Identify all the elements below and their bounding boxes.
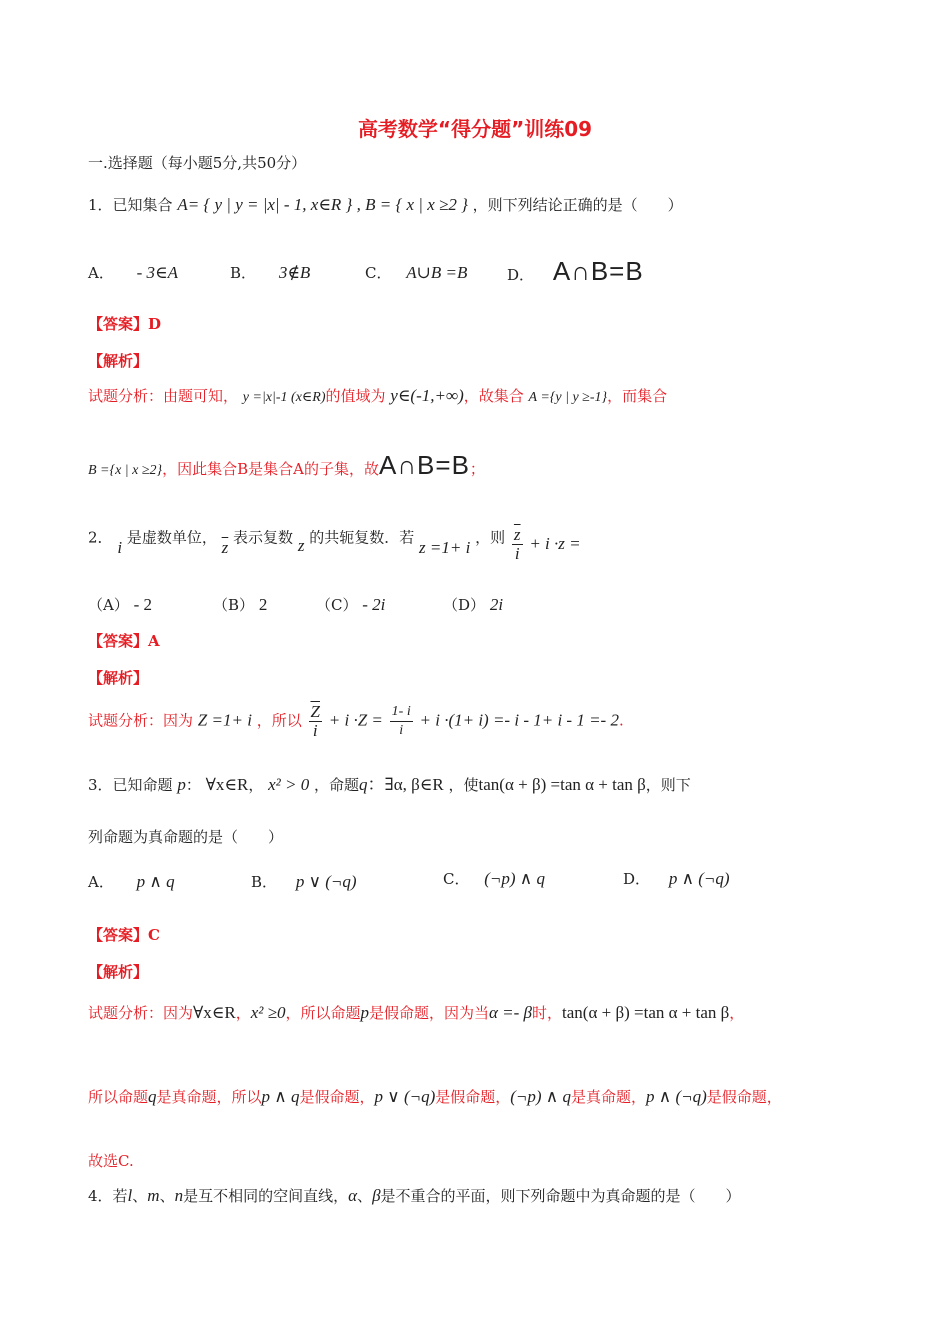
math: tan(α + β) =tan α + tan β — [478, 775, 646, 794]
q1-option-b — [230, 262, 310, 283]
fraction — [390, 703, 413, 740]
text: 试题分析：因为 — [88, 1004, 194, 1022]
question-4-stem — [88, 1185, 741, 1206]
q3-option-d — [623, 868, 730, 889]
question-1-stem — [88, 194, 683, 215]
math: i — [117, 537, 123, 557]
math: z — [297, 535, 305, 555]
option-math: p ∨ (¬q) — [295, 872, 357, 891]
fraction — [309, 703, 322, 740]
math: p — [177, 775, 186, 794]
text: 4．若 — [88, 1187, 128, 1205]
text: ，所以 — [256, 711, 302, 730]
math: q — [148, 1087, 157, 1106]
numerator: 1- i — [390, 703, 413, 722]
q2-option-b — [213, 594, 267, 615]
text: 、 — [132, 1187, 148, 1205]
option-math: (¬p) ∧ q — [484, 869, 546, 888]
math: tan(α + β) =tan α + tan β — [562, 1003, 730, 1022]
option-label: （D） — [443, 596, 486, 614]
section-heading: 一.选择题（每小题5分,共50分） — [88, 154, 307, 172]
math: Z =1+ i — [197, 710, 252, 730]
math: + i ·Z = — [328, 710, 383, 730]
option-label: C． — [443, 870, 470, 888]
option-label: A． — [88, 873, 114, 891]
q3-analysis-tag: 【解析】 — [88, 963, 149, 981]
text: ，命题 — [314, 776, 360, 794]
math: m — [147, 1186, 160, 1205]
denominator: i — [514, 544, 520, 563]
math: x² ≥0 — [250, 1003, 286, 1022]
math: A∩B=B — [379, 450, 470, 480]
option-math: - 2 — [133, 595, 153, 614]
math: + i ·z = — [529, 533, 581, 553]
numerator: $\overline{Z}$ — [310, 702, 320, 721]
q1-option-d — [507, 256, 644, 287]
math: α =- β — [488, 1003, 533, 1022]
text: 是真命题，所以 — [156, 1088, 262, 1106]
text: . — [618, 711, 624, 730]
q3-analysis-line-3: 故选C. — [88, 1152, 134, 1170]
text: 试题分析：由题可知， — [88, 387, 239, 405]
text: 表示复数 — [233, 528, 294, 547]
option-label: D． — [507, 266, 535, 284]
question-3-stem-line-2: 列命题为真命题的是（ ） — [88, 828, 284, 846]
q3-analysis-line-2 — [88, 1086, 782, 1107]
math: x² > 0 — [268, 775, 310, 794]
text: ，所以命题 — [285, 1004, 361, 1022]
q2-analysis-line — [88, 703, 624, 740]
q1-analysis-line-1 — [88, 385, 667, 406]
math: ∀x∈R — [193, 1003, 236, 1022]
option-math: 2 — [258, 595, 268, 614]
q1-prefix: 1．已知集合 — [88, 196, 173, 214]
q1-suffix: ，则下列结论正确的是（ ） — [472, 196, 683, 214]
option-label: （C） — [316, 596, 358, 614]
option-label: （A） — [88, 596, 129, 614]
option-label: D． — [623, 870, 651, 888]
math: q — [359, 775, 368, 794]
math: l — [127, 1186, 133, 1205]
text: 、 — [159, 1187, 175, 1205]
option-math: A∩B=B — [552, 256, 644, 286]
q2-option-a — [88, 594, 152, 615]
q1-answer: 【答案】D — [88, 315, 162, 333]
q2-analysis-tag: 【解析】 — [88, 669, 149, 687]
math: + i ·(1+ i) =- i - 1+ i - 1 =- 2 — [419, 710, 619, 730]
text: 是假命题， — [706, 1088, 782, 1106]
text: ，则 — [475, 528, 506, 547]
text: 3．已知命题 — [88, 776, 173, 794]
math: A ={y | y ≥-1} — [528, 390, 608, 405]
question-3-stem — [88, 770, 691, 795]
text: 的值域为 — [325, 387, 386, 405]
q1-analysis-tag: 【解析】 — [88, 352, 149, 370]
math: z =1+ i — [419, 537, 471, 557]
option-label: （B） — [213, 596, 255, 614]
text: ，因此集合B是集合A的子集，故 — [162, 460, 380, 478]
text: ： — [185, 776, 201, 794]
q2-answer: 【答案】A — [88, 632, 160, 650]
text: 是虚数单位， — [126, 528, 217, 547]
option-label: A． — [88, 264, 114, 282]
text: 是不重合的平面，则下列命题中为真命题的是（ ） — [380, 1187, 741, 1205]
text: 是假命题， — [435, 1088, 511, 1106]
fraction — [512, 526, 523, 563]
text: ， — [235, 1004, 251, 1022]
math: p ∧ q — [261, 1087, 300, 1106]
numerator: $\overline{z}$ — [513, 525, 521, 544]
question-2-stem — [88, 520, 581, 563]
option-math: p ∧ (¬q) — [668, 869, 730, 888]
option-label: C． — [365, 264, 392, 282]
text: 所以命题 — [88, 1088, 149, 1106]
text: ，使 — [448, 776, 479, 794]
text: 时， — [532, 1004, 563, 1022]
math: ∀x∈R — [205, 775, 249, 794]
math: p ∨ (¬q) — [374, 1087, 436, 1106]
option-math: - 2i — [362, 595, 386, 614]
math: p — [360, 1003, 369, 1022]
math: B ={x | x ≥2} — [88, 463, 163, 478]
math: β — [372, 1186, 381, 1205]
option-math: A∪B =B — [406, 263, 468, 282]
text: ，而集合 — [607, 387, 668, 405]
option-math: p ∧ q — [136, 872, 175, 891]
text: 是假命题， — [299, 1088, 375, 1106]
page-title: 高考数学“得分题”训练09 — [357, 117, 593, 141]
text: ，则下 — [645, 776, 691, 794]
q1-option-a — [88, 262, 178, 283]
q2-option-d — [443, 594, 503, 615]
q1-formula: A= { y | y = |x| - 1, x∈R } , B = { x | x ≥2 } — [177, 195, 468, 214]
math: p ∧ (¬q) — [646, 1087, 707, 1106]
math: n — [174, 1186, 184, 1205]
text: ， — [248, 776, 264, 794]
option-math: 3∉B — [278, 263, 311, 282]
q3-option-c — [443, 868, 545, 889]
q3-option-a — [88, 871, 175, 892]
denominator: i — [312, 721, 318, 740]
text: 是真命题， — [571, 1088, 647, 1106]
math: y =|x|-1 (x∈R) — [242, 390, 326, 405]
math: (¬p) ∧ q — [510, 1087, 572, 1106]
text: 试题分析：因为 — [88, 711, 194, 730]
text: ， — [729, 1004, 745, 1022]
q1-option-c — [365, 262, 467, 283]
math: ：∃α, β∈R — [367, 775, 444, 794]
q3-answer: 【答案】C — [88, 926, 160, 944]
text: 是互不相同的空间直线， — [183, 1187, 349, 1205]
text: 、 — [357, 1187, 373, 1205]
math-conjugate: $\overline{z}$ — [221, 537, 229, 557]
math: α — [348, 1186, 358, 1205]
option-label: B． — [251, 873, 278, 891]
text: 是假命题，因为当 — [368, 1004, 489, 1022]
denominator: i — [399, 723, 404, 738]
q3-analysis-line-1 — [88, 1002, 744, 1023]
q2-option-c — [316, 594, 385, 615]
text: ，故集合 — [463, 387, 524, 405]
math: y∈(-1,+∞) — [390, 386, 464, 405]
text: ； — [469, 460, 485, 478]
option-label: B． — [230, 264, 257, 282]
option-math: 2i — [489, 595, 504, 614]
option-math: - 3∈A — [136, 263, 179, 282]
q3-option-b — [251, 871, 357, 892]
question-number: 2． — [88, 528, 113, 547]
q1-analysis-line-2 — [88, 450, 485, 481]
text: 的共轭复数．若 — [309, 528, 415, 547]
